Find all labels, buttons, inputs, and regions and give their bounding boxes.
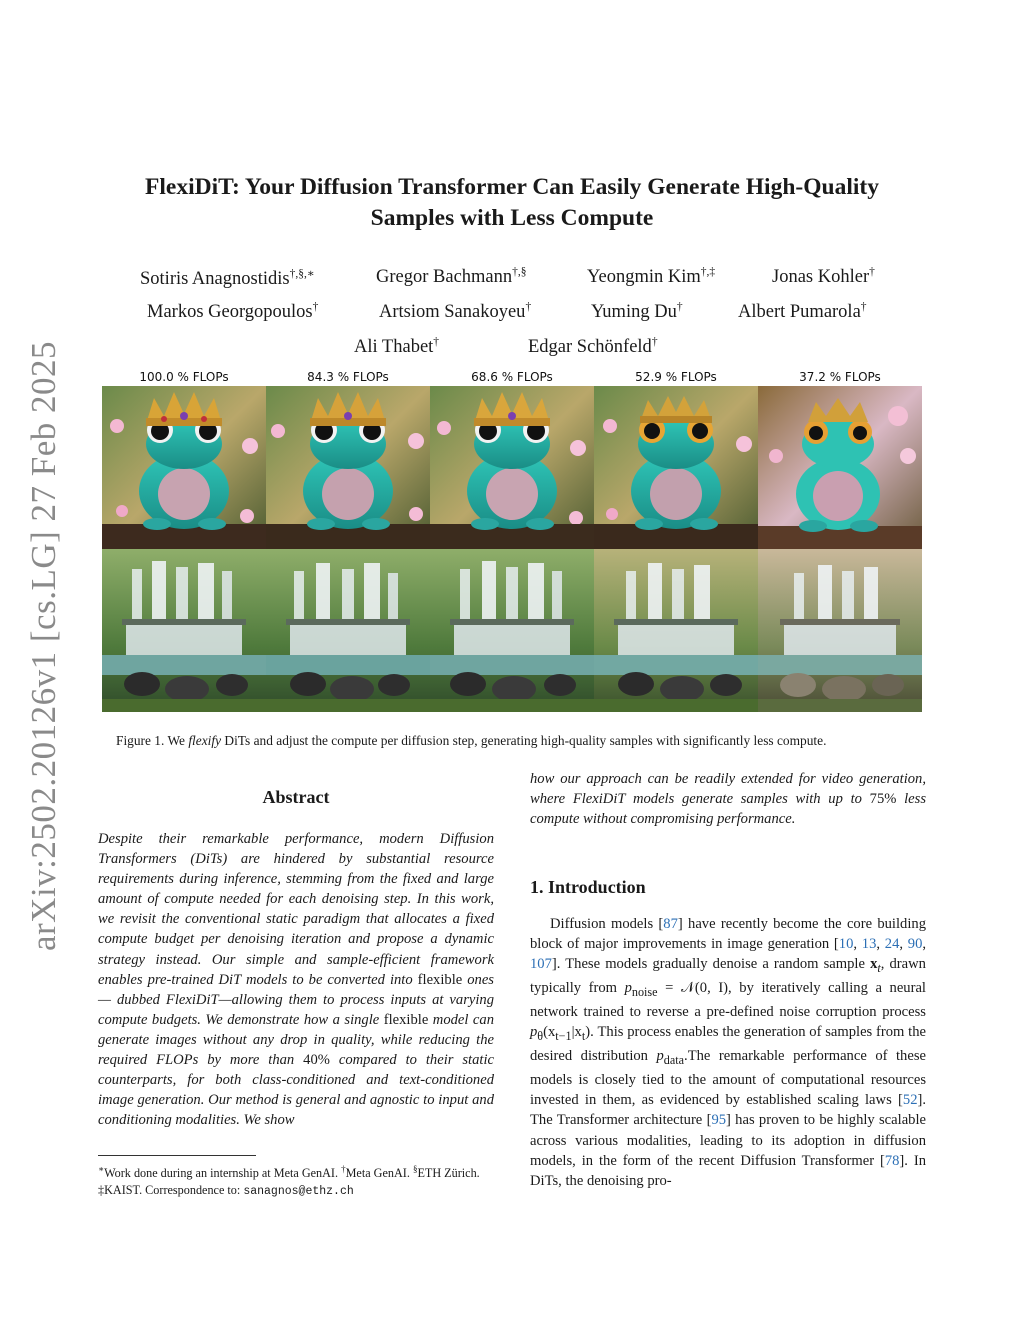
frog-image bbox=[102, 386, 266, 549]
citation-link[interactable]: 107 bbox=[530, 956, 552, 973]
author-row-3 bbox=[100, 336, 924, 371]
citation-link[interactable]: 90 bbox=[907, 936, 923, 953]
citation-link[interactable]: 78 bbox=[884, 1152, 900, 1169]
citation-link[interactable]: 52 bbox=[902, 1092, 918, 1109]
author: Artsiom Sanakoyeu† bbox=[379, 301, 532, 323]
figure-column-label: 68.6 % FLOPs bbox=[471, 370, 553, 384]
arxiv-margin-stamp bbox=[14, 340, 74, 952]
waterfall-image bbox=[102, 549, 266, 712]
figure-column-label: 52.9 % FLOPs bbox=[635, 370, 717, 384]
citation-link[interactable]: 95 bbox=[711, 1112, 727, 1129]
figure-image-grid bbox=[102, 386, 922, 712]
waterfall-image bbox=[594, 549, 758, 712]
figure-column-label: 100.0 % FLOPs bbox=[139, 370, 229, 384]
citation-link[interactable]: 13 bbox=[861, 936, 877, 953]
author-list bbox=[100, 266, 924, 371]
abstract-heading: Abstract bbox=[262, 787, 330, 807]
arxiv-stamp-text: arXiv:2502.20126v1 [cs.LG] 27 Feb 2025 bbox=[24, 340, 64, 952]
frog-image bbox=[266, 386, 430, 549]
frog-image bbox=[594, 386, 758, 549]
paper-title bbox=[100, 172, 924, 234]
author: Yuming Du† bbox=[591, 301, 683, 323]
abstract-body: Despite their remarkable performance, modern Diffusion Transformers (DiTs) are hindered by substantial resource requirements during inference, stemming from the fixed and large amount of compute needed for each denoising step. In this work, we revisit the conventional static paradigm that allocates a fixed compute budget per denoising iteration and propose a dynamic strategy instead. Our simple and sample-efficient framework enables pre-trained DiT models to be converted into flexible ones — dubbed FlexiDiT—allowing them to process inputs at varying compute budgets. We demonstrate how a single flexible model can generate images without any drop in quality, while reducing the required FLOPs by more than 40% compared to their static counterparts, for both class-conditioned and text-conditioned image generation. Our method is general and agnostic to input and conditioning modalities. We show bbox=[98, 831, 494, 1129]
author: Ali Thabet† bbox=[354, 336, 440, 358]
author: Markos Georgopoulos† bbox=[147, 301, 319, 323]
author: Albert Pumarola† bbox=[738, 301, 867, 323]
citation-link[interactable]: 24 bbox=[884, 936, 900, 953]
title-line-2: Samples with Less Compute bbox=[370, 205, 654, 231]
waterfall-image bbox=[758, 549, 922, 712]
author: Jonas Kohler† bbox=[772, 266, 875, 288]
frog-image bbox=[758, 386, 922, 549]
author-row-1 bbox=[100, 266, 924, 301]
introduction-body: Diffusion models [87] have recently become the core building block of major improvements in image generation [10, 13, 24, 90, 107]. These models gradually denoise a random sample $x_t$, drawn typically from $p_{noise}$ = 𝒩(0, I), by iteratively calling a neural network trained to reverse a pre-defined noise corruption process $p_\theta(x_{t-1}|x_t)$. This process enables the generation of samples from the desired distribution $p_{data}.The$ remarkable performance of these models is closely tied to the amount of computational resources invested in them, as evidenced by established scaling laws [52]. The Transformer architecture [95] has proven to be highly scalable across various modalities, leading to its adoption in diffusion models, in the form of the recent Diffusion Transformer [78]. In DiTs, the denoising pro- bbox=[530, 916, 927, 1189]
figure-caption: Figure 1. We flexify DiTs and adjust the compute per diffusion step, generating high-quality samples with significantly less compute. bbox=[116, 733, 827, 748]
author: Gregor Bachmann†,§ bbox=[376, 266, 527, 288]
waterfall-image bbox=[266, 549, 430, 712]
correspondence-email[interactable]: sanagnos@ethz.ch bbox=[243, 1185, 354, 1199]
title-line-1: FlexiDiT: Your Diffusion Transformer Can Easily Generate High-Quality bbox=[145, 174, 879, 200]
author: Sotiris Anagnostidis†,§,∗ bbox=[140, 268, 315, 290]
author-row-2 bbox=[100, 301, 924, 336]
frog-image bbox=[430, 386, 594, 549]
citation-link[interactable]: 10 bbox=[838, 936, 854, 953]
waterfall-image bbox=[430, 549, 594, 712]
abstract-continued: how our approach can be readily extended for video generation, where FlexiDiT models generate samples with up to 75% less compute without compromising performance. bbox=[530, 771, 926, 828]
introduction-heading: 1. Introduction bbox=[530, 877, 646, 897]
footnote-divider bbox=[98, 1155, 256, 1156]
figure-column-label: 84.3 % FLOPs bbox=[307, 370, 389, 384]
author: Yeongmin Kim†,‡ bbox=[587, 266, 716, 288]
figure-column-label: 37.2 % FLOPs bbox=[799, 370, 881, 384]
citation-link[interactable]: 87 bbox=[663, 916, 678, 932]
footnote: ∗Work done during an internship at Meta GenAI. †Meta GenAI. §ETH Zürich. ‡KAIST. Correspondence to: sanagnos@ethz.ch bbox=[98, 1164, 480, 1199]
author: Edgar Schönfeld† bbox=[528, 336, 658, 358]
